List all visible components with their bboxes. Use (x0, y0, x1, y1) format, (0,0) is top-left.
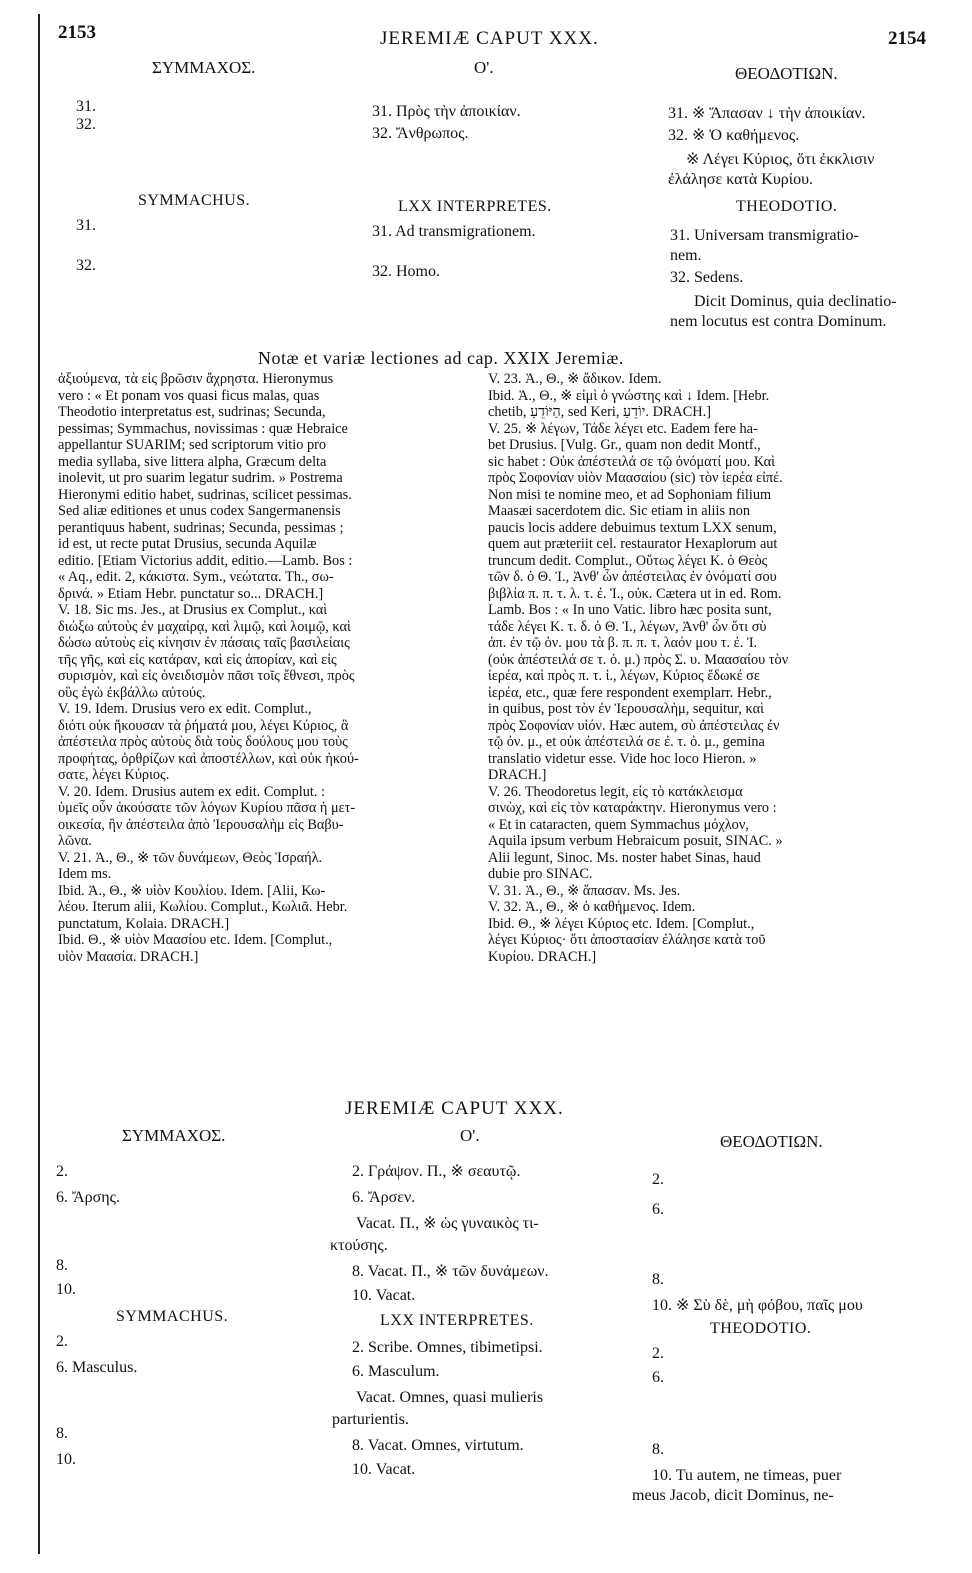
note-line: Ibid. Ἀ., Θ., ※ υἱὸν Κουλίου. Idem. [Alii, Κω- (58, 882, 326, 899)
theod-greek-line: 8. (652, 1271, 664, 1288)
theod-latin-line: 2. (652, 1345, 664, 1362)
lxx-latin-line: 6. Masculum. (352, 1363, 440, 1380)
symm-latin-line: 10. (56, 1451, 76, 1468)
theod-latin-line: nem. (670, 247, 702, 264)
note-line: τῶν δ. ὁ Θ. Ἰ., Ἀνθ' ὧν ἀπέστειλας ἐν ὀνόματί σου (488, 569, 777, 585)
section2-title: JEREMIÆ CAPUT XXX. (345, 1098, 564, 1119)
note-line: pessimas; Symmachus, novissimas : quæ Hebraice (58, 420, 348, 437)
lxx-greek-line: κτούσης. (330, 1237, 388, 1254)
theod-greek-line: 6. (652, 1201, 664, 1218)
note-line: οικεσία, ἣν ἀπέστειλα ἀπὸ Ἰερουσαλὴμ εἰς Βαβυ- (58, 816, 344, 833)
note-line: δρινά. » Etiam Hebr. punctatur so... DRACH.] (58, 585, 324, 602)
note-line: id est, ut recte putat Drusius, secunda Aquilæ (58, 536, 317, 552)
col-theod-latin-header: THEODOTIO. (736, 198, 838, 215)
note-line: οὓς ἐγὼ ἐκβάλλω αὐτούς. (58, 684, 206, 701)
lxx-greek-line: 31. Πρὸς τὴν ἀποικίαν. (372, 103, 521, 120)
note-line: editio. [Etiam Victorius addit, editio.—Lamb. Bos : (58, 552, 353, 569)
page-number-left: 2153 (58, 22, 96, 43)
theod-greek-line: 2. (652, 1171, 664, 1188)
theod-greek-line: ※ Λέγει Κύριος, ὅτι ἐκκλισιν (686, 151, 875, 168)
note-line: V. 21. Ἀ., Θ., ※ τῶν δυνάμεων, Θεὸς Ἰσραήλ. (58, 849, 323, 866)
note-line: Ibid. Θ., ※ υἱὸν Μαασίου etc. Idem. [Complut., (58, 932, 333, 948)
page-number-right: 2154 (888, 28, 926, 49)
lxx-greek-line: 6. Ἄρσεν. (352, 1189, 416, 1206)
note-line: inolevit, ut pro suarim legatur sudrim. » Postrema (58, 470, 343, 486)
note-line: υἱὸν Μαασία. DRACH.] (58, 948, 199, 965)
theod-latin-line: 8. (652, 1441, 664, 1458)
lxx-greek-line: 32. Ἄνθρωπος. (372, 125, 469, 142)
note-line: truncum dedit. Complut., Οὕτως λέγει Κ. ὁ Θεὸς (488, 552, 768, 569)
note-line: πρὸς Σοφονίαν υἱὸν Μαασαίου (sic) τὸν ἱερέα εἰπέ. (488, 470, 783, 486)
theod-latin-line: 10. Tu autem, ne timeas, puer (652, 1467, 842, 1484)
symm-latin-line: 8. (56, 1425, 68, 1442)
lxx-latin-line: 32. Homo. (372, 263, 440, 280)
symm-latin-line: 2. (56, 1333, 68, 1350)
note-line: « Et in cataracten, quem Symmachus μόχλον, (488, 816, 749, 833)
note-line: chetib, הַיּוֹדֵעַ, sed Keri, יוֹדֵעַ. DRACH.] (488, 404, 711, 420)
theod-greek-line: 32. ※ Ὁ καθήμενος. (668, 127, 800, 144)
note-line: τῆς γῆς, καὶ εἰς κατάραν, καὶ εἰς ἀπορίαν, καὶ εἰς (58, 651, 337, 668)
symm-greek-numbers: 31. 32. (76, 98, 96, 133)
note-line: δώσω αὐτοὺς εἰς κίνησιν ἐν πάσαις ταῖς βασιλείαις (58, 635, 350, 651)
note-line: ἱερέα, etc., quæ fere respondent exemplarr. Hebr., (488, 684, 772, 701)
note-line: ἀξιούμενα, τὰ εἰς βρῶσιν ἄχρηστα. Hieronymus (58, 371, 334, 387)
note-line: Alii legunt, Sinoc. Ms. noster habet Sinas, haud (488, 849, 761, 866)
note-line: paucis locis addere debuimus textum LXX senum, (488, 519, 777, 536)
theod-latin-line: 6. (652, 1369, 664, 1386)
lxx-latin-line: 8. Vacat. Omnes, virtutum. (352, 1437, 524, 1454)
theod-latin-line: 31. Universam transmigratio- (670, 227, 859, 244)
note-line: V. 25. ※ λέγων, Τάδε λέγει etc. Eadem fere ha- (488, 420, 758, 437)
note-line: in quibus, post τὸν ἐν Ἰερουσαλὴμ, sequitur, καὶ (488, 701, 764, 717)
note-line: ἱερέα, καὶ πρὸς π. τ. ἱ., λέγων, Κύριος ἔδωκέ σε (488, 668, 760, 684)
lxx-latin-line: 31. Ad transmigrationem. (372, 223, 536, 240)
col-lxx-latin-header: LXX INTERPRETES. (380, 1312, 534, 1329)
note-line: V. 26. Theodoretus legit, εἰς τὸ κατάκλεισμα (488, 783, 743, 800)
note-line: Sed aliæ editiones et unus codex Sangermanensis (58, 503, 341, 519)
note-line: perantiquus habent, sudrinas; Secunda, pessimas ; (58, 519, 344, 536)
note-line: Ibid. Θ., ※ λέγει Κύριος etc. Idem. [Complut., (488, 915, 755, 932)
note-line: Ibid. Ἀ., Θ., ※ εἰμὶ ὁ γνώστης καὶ ↓ Idem. [Hebr. (488, 387, 770, 404)
note-line: πρὸς Σοφονίαν υἱόν. Hæc autem, σὺ ἀπέστειλας ἐν (488, 717, 780, 734)
lxx-latin-line: Vacat. Omnes, quasi mulieris (356, 1389, 544, 1406)
note-line: λῶνα. (58, 833, 92, 849)
note-line: DRACH.] (488, 767, 547, 783)
note-line: βιβλία π. π. τ. λ. τ. ἐ. Ἰ., οὐκ. Cætera ut in ed. Rom. (488, 585, 782, 602)
note-line: Hieronymi editio habet, sudrinas, scilicet pessimas. (58, 486, 352, 503)
symm-greek-line: 10. (56, 1281, 76, 1298)
theod-latin-line: Dicit Dominus, quia declinatio- (694, 293, 897, 310)
note-line: V. 19. Idem. Drusius vero ex edit. Complut., (58, 701, 312, 717)
note-line: media syllaba, sive littera alpha, Græcum delta (58, 453, 327, 470)
note-line: Lamb. Bos : « In uno Vatic. libro hæc posita sunt, (488, 602, 772, 618)
col-symm-greek-header: ΣΥΜΜΑΧΟΣ. (152, 58, 256, 77)
col-theod-greek-header: ΘΕΟΔΟΤΙΩΝ. (735, 64, 838, 83)
col-symm-latin-header: SYMMACHUS. (138, 192, 251, 209)
note-line: ἀπ. ἐν τῷ ὀν. μου τὰ β. π. π. τ. λαόν μου τ. ἐ. Ἰ. (488, 635, 758, 651)
theod-latin-line: 32. Sedens. (670, 269, 744, 286)
note-line: V. 20. Idem. Drusius autem ex edit. Complut. : (58, 783, 325, 800)
lxx-greek-line: 10. Vacat. (352, 1287, 416, 1304)
note-line: vero : « Et ponam vos quasi ficus malas, quas (58, 387, 320, 404)
notes-title: Notæ et variæ lectiones ad cap. XXIX Jeremiæ. (258, 348, 624, 368)
note-line: appellantur SUARIM; sed scriptorum vitio pro (58, 437, 327, 453)
note-line: τῷ ὀν. μ., et οὐκ ἀπέστειλά σε ἐ. τ. ὀ. μ., gemina (488, 734, 765, 750)
symm-latin-number: 31. (76, 217, 96, 234)
note-line: dubie pro SINAC. (488, 866, 593, 882)
note-line: σατε, λέγει Κύριος. (58, 767, 170, 783)
notes-right-column (488, 371, 918, 965)
note-line: Maasæi sacerdotem dic. Sic etiam in aliis non (488, 503, 751, 519)
note-line: V. 18. Sic ms. Jes., at Drusius ex Complut., καὶ (58, 602, 328, 618)
symm-greek-line: 8. (56, 1257, 68, 1274)
note-line: λέου. Iterum alii, Κωλίου. Complut., Κωλιᾶ. Hebr. (58, 899, 348, 915)
lxx-greek-line: Vacat. Π., ※ ὡς γυναικὸς τι- (356, 1215, 539, 1232)
lxx-latin-line: 2. Scribe. Omnes, tibimetipsi. (352, 1339, 543, 1356)
notes-left-column (58, 371, 478, 965)
note-line: προφήτας, ὀρθρίζων καὶ ἀποστέλλων, καὶ οὐκ ἠκού- (58, 750, 359, 767)
note-line: V. 31. Ἀ., Θ., ※ ἅπασαν. Ms. Jes. (488, 882, 681, 899)
note-line: « Aq., edit. 2, κάκιστα. Sym., νεώτατα. Th., σω- (58, 569, 334, 585)
theod-greek-line: 10. ※ Σὺ δὲ, μὴ φόβου, παῖς μου (652, 1297, 863, 1314)
col-symm-latin-header: SYMMACHUS. (116, 1308, 229, 1325)
note-line: V. 32. Ἀ., Θ., ※ ὁ καθήμενος. Idem. (488, 899, 696, 915)
symm-latin-number: 32. (76, 257, 96, 274)
symm-latin-line: 6. Masculus. (56, 1359, 138, 1376)
symm-greek-line: 2. (56, 1163, 68, 1180)
note-line: sic habet : Οὐκ ἀπέστειλά σε τῷ ὀνόματί μου. Καὶ (488, 453, 775, 470)
theod-latin-line: nem locutus est contra Dominum. (670, 313, 887, 330)
lxx-greek-line: 2. Γράψον. Π., ※ σεαυτῷ. (352, 1163, 521, 1180)
section1-title: JEREMIÆ CAPUT XXX. (380, 28, 599, 49)
note-line: Idem ms. (58, 866, 112, 882)
vertical-rule (38, 14, 40, 1554)
note-line: V. 23. Ἀ., Θ., ※ ἄδικον. Idem. (488, 371, 662, 387)
note-line: ἀπέστειλα πρὸς αὐτοὺς διὰ τοὺς δούλους μου τοὺς (58, 734, 348, 750)
note-line: quem aut præteriit cel. restaurator Hexaplorum aut (488, 536, 778, 552)
symm-greek-line: 6. Ἄρσης. (56, 1189, 120, 1206)
note-line: διότι οὐκ ἤκουσαν τὰ ῥήματά μου, λέγει Κύριος, ἃ (58, 717, 349, 734)
note-line: διώξω αὐτοὺς ἐν μαχαίρᾳ, καὶ λιμῷ, καὶ λοιμῷ, καὶ (58, 618, 351, 635)
note-line: Κυρίου. DRACH.] (488, 948, 597, 965)
col-symm-greek-header: ΣΥΜΜΑΧΟΣ. (122, 1126, 226, 1145)
col-theod-greek-header: ΘΕΟΔΟΤΙΩΝ. (720, 1132, 823, 1151)
lxx-latin-line: parturientis. (332, 1411, 409, 1428)
col-lxx-latin-header: LXX INTERPRETES. (398, 198, 552, 215)
note-line: (οὐκ ἀπέστειλά σε τ. ὀ. μ.) πρὸς Σ. υ. Μαασαίου τὸν (488, 651, 789, 668)
note-line: Theodotio interpretatus est, sudrinas; Secunda, (58, 404, 326, 420)
lxx-greek-line: 8. Vacat. Π., ※ τῶν δυνάμεων. (352, 1263, 549, 1280)
note-line: ὑμεῖς οὖν ἀκούσατε τῶν λόγων Κυρίου πᾶσα ἡ μετ- (58, 800, 356, 816)
note-line: συρισμὸν, καὶ εἰς ὀνειδισμὸν πᾶσι τοῖς ἔθνεσι, πρὸς (58, 668, 355, 684)
note-line: Aquila ipsum verbum Hebraicum posuit, SINAC. » (488, 833, 783, 849)
note-line: λέγει Κύριος· ὅτι ἀποστασίαν ἐλάλησε κατὰ τοῦ (488, 932, 766, 948)
note-line: translatio videtur esse. Vide hoc loco Hieron. » (488, 750, 757, 767)
note-line: Non misi te nomine meo, et ad Sophoniam filium (488, 486, 772, 503)
note-line: τάδε λέγει Κ. τ. δ. ὁ Θ. Ἰ., λέγων, Ἀνθ' ὧν ὅτι σὺ (488, 618, 767, 635)
col-lxx-greek-header: Ο'. (460, 1126, 480, 1145)
note-line: punctatum, Kolaia. DRACH.] (58, 915, 230, 932)
theod-greek-line: ἐλάλησε κατὰ Κυρίου. (668, 171, 813, 188)
col-theod-latin-header: THEODOTIO. (710, 1320, 812, 1337)
note-line: σινὼχ, καὶ εἰς τὸν καταράκτην. Hieronymus vero : (488, 800, 777, 816)
theod-greek-line: 31. ※ Ἅπασαν ↓ τὴν ἀποικίαν. (668, 105, 866, 122)
theod-latin-line: meus Jacob, dicit Dominus, ne- (632, 1487, 834, 1504)
note-line: bet Drusius. [Vulg. Gr., quam non dedit Montf., (488, 437, 761, 453)
lxx-latin-line: 10. Vacat. (352, 1461, 416, 1478)
col-lxx-greek-header: Ο'. (474, 58, 494, 77)
